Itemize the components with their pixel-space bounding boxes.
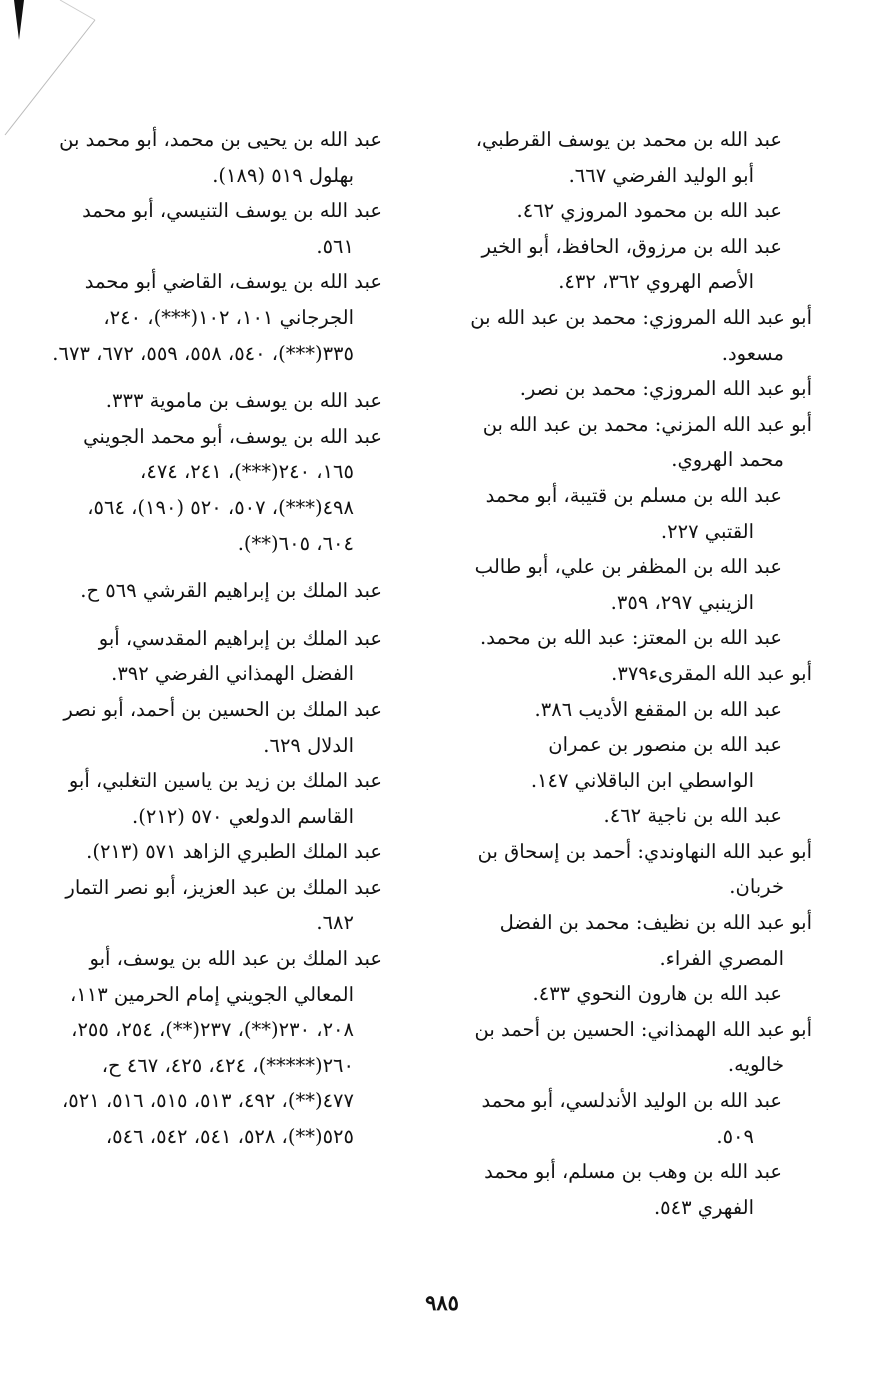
index-entry: عبد الله بن محمد بن يوسف القرطبي، أبو الوليد الفرضي ٦٦٧. <box>475 128 782 187</box>
index-entry: عبد الله بن منصور بن عمران الواسطي ابن الباقلاني ١٤٧. <box>530 733 782 792</box>
page-number: ٩٨٥ <box>425 1290 459 1315</box>
index-entry: عبد الملك بن زيد بن ياسين التغلبي، أبو القاسم الدولعي ٥٧٠ (٢١٢). <box>68 769 382 828</box>
index-entry: عبد الملك بن عبد الله بن يوسف، أبو المعالي الجويني إمام الحرمين ١١٣، ٢٠٨، ٢٣٠(**)، ٢٣٧(**)، ٢٥٤، ٢٥٥، ٢٦٠(*****)، ٤٢٤، ٤٢٥، ٤٦٧ ح، ٤٧٧(**)، ٤٩٢، ٥١٣، ٥١٥، ٥١٦، ٥٢١، ٥٢٥(**)، ٥٢٨، ٥٤١، ٥٤٢، ٥٤٦، <box>61 947 382 1149</box>
index-entry: أبو عبد الله المزني: محمد بن عبد الله بن محمد الهروي. <box>482 412 812 472</box>
index-entry: عبد الله بن يوسف بن ماموية ٣٣٣. <box>105 389 382 413</box>
index-entry: أبو عبد الله بن نظيف: محمد بن الفضل المصري الفراء. <box>499 911 812 970</box>
index-entry: أبو عبد الله المقرىء٣٧٩. <box>611 661 812 685</box>
index-entry: عبد الملك بن عبد العزيز، أبو نصر التمار ٦٨٢. <box>65 875 382 935</box>
index-entry: أبو عبد الله المروزي: محمد بن نصر. <box>519 377 812 401</box>
index-entry: عبد الله بن محمود المروزي ٤٦٢. <box>516 199 782 223</box>
index-entry: أبو عبد الله الهمذاني: الحسين بن أحمد بن خالويه. <box>474 1017 812 1077</box>
index-entry: عبد الله بن ناجية ٤٦٢. <box>603 804 782 828</box>
index-entry: عبد الله بن الوليد الأندلسي، أبو محمد ٥٠٩. <box>481 1089 782 1148</box>
index-entry: عبد الله بن يوسف، القاضي أبو محمد الجرجاني ١٠١، ١٠٢(***)، ٢٤٠، ٣٣٥(***)، ٥٤٠، ٥٥٨، ٥٥٩، ٦٧٢، ٦٧٣. <box>52 270 382 365</box>
index-column-left <box>52 122 382 1155</box>
index-entry: عبد الملك بن إبراهيم المقدسي، أبو الفضل الهمذاني الفرضي ٣٩٢. <box>98 626 382 686</box>
index-entry: أبو عبد الله المروزي: محمد بن عبد الله بن مسعود. <box>470 305 812 365</box>
index-entry: عبد الله بن المظفر بن علي، أبو طالب الزينبي ٢٩٧، ٣٥٩. <box>474 555 782 614</box>
index-entry: عبد الله بن هارون النحوي ٤٣٣. <box>532 982 782 1006</box>
page-fold-line <box>0 0 110 140</box>
index-entry: عبد الله بن يحيى بن محمد، أبو محمد بن بهلول ٥١٩ (١٨٩). <box>59 128 382 187</box>
index-entry: أبو عبد الله النهاوندي: أحمد بن إسحاق بن خربان. <box>477 839 812 899</box>
index-entry: عبد الله بن المعتز: عبد الله بن محمد. <box>480 626 782 650</box>
index-entry: عبد الملك الطبري الزاهد ٥٧١ (٢١٣). <box>86 840 382 864</box>
index-entry: عبد الله بن مسلم بن قتيبة، أبو محمد القتبي ٢٢٧. <box>485 483 782 543</box>
index-entry: عبد الله بن يوسف التنيسي، أبو محمد ٥٦١. <box>82 199 382 258</box>
index-entry: عبد الله بن المقفع الأديب ٣٨٦. <box>534 697 782 721</box>
index-entry: عبد الملك بن إبراهيم القرشي ٥٦٩ ح. <box>80 579 382 603</box>
index-entry: عبد الملك بن الحسين بن أحمد، أبو نصر الدلال ٦٢٩. <box>63 697 382 757</box>
index-column-right <box>467 122 812 1225</box>
index-entry: عبد الله بن يوسف، أبو محمد الجويني ١٦٥، ٢٤٠(***)، ٢٤١، ٤٧٤، ٤٩٨(***)، ٥٠٧، ٥٢٠ (١٩٠)، ٥٦٤، ٦٠٤، ٦٠٥(**). <box>83 424 382 555</box>
index-entry: عبد الله بن مرزوق، الحافظ، أبو الخير الأصم الهروي ٣٦٢، ٤٣٢. <box>481 234 782 294</box>
index-entry: عبد الله بن وهب بن مسلم، أبو محمد الفهري ٥٤٣. <box>484 1160 782 1219</box>
